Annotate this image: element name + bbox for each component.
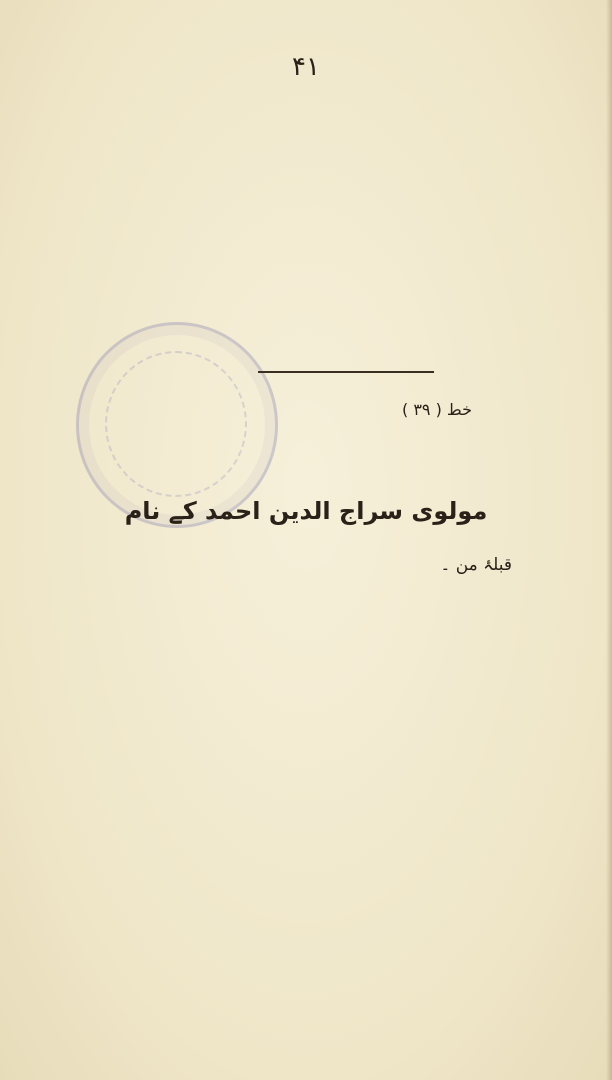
section-divider bbox=[258, 371, 434, 373]
letter-number: خط ( ۳۹ ) bbox=[401, 400, 472, 419]
salutation: قبلۂ من ۔ bbox=[440, 555, 512, 575]
page-number: ۴۱ bbox=[292, 52, 320, 82]
letter-heading: مولوی سراج الدین احمد کے نام bbox=[124, 497, 488, 525]
page-edge-shadow bbox=[606, 0, 612, 1080]
library-stamp-inner-ring bbox=[105, 351, 247, 497]
